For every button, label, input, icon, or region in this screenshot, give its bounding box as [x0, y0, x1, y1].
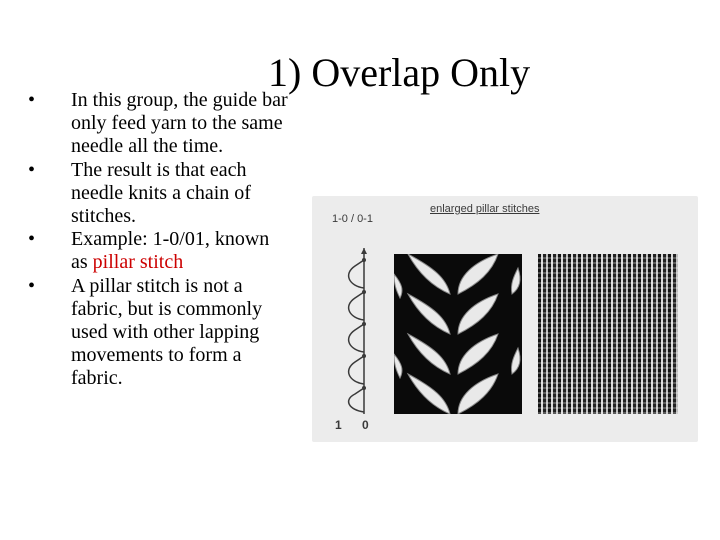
bullet-item — [28, 228, 290, 274]
bullet-item — [28, 275, 290, 391]
lapping-notation: 1-0 / 0-1 — [332, 213, 373, 225]
bullet-marker: • — [28, 228, 36, 251]
bullet-text: The result is that each needle knits a chain of stitches. — [71, 158, 251, 228]
needle-label-0: 0 — [362, 418, 369, 432]
bullet-text: A pillar stitch is not a fabric, but is commonly used with other lapping movements to form a fabric. — [71, 274, 263, 390]
bullet-text: Example: 1-0/01, known as — [71, 228, 270, 274]
lapping-diagram-icon — [337, 246, 371, 416]
needle-label-1: 1 — [335, 418, 342, 432]
slide-title: 1) Overlap Only — [268, 50, 531, 95]
bullet-item — [28, 159, 290, 229]
figure-caption: enlarged pillar stitches — [430, 203, 540, 215]
bullet-item — [28, 89, 290, 159]
pillar-stitch-figure — [312, 196, 698, 442]
bullet-text: In this group, the guide bar only feed yarn to the same needle all the time. — [71, 89, 288, 158]
bullet-list — [28, 89, 290, 391]
bullet-marker: • — [28, 158, 36, 181]
bullet-marker: • — [28, 89, 36, 111]
pillar-stitch-highlight: pillar stitch — [92, 251, 184, 274]
bullet-marker: • — [28, 274, 36, 297]
enlarged-stitch-image — [394, 254, 522, 414]
pillar-fabric-image — [538, 254, 678, 414]
